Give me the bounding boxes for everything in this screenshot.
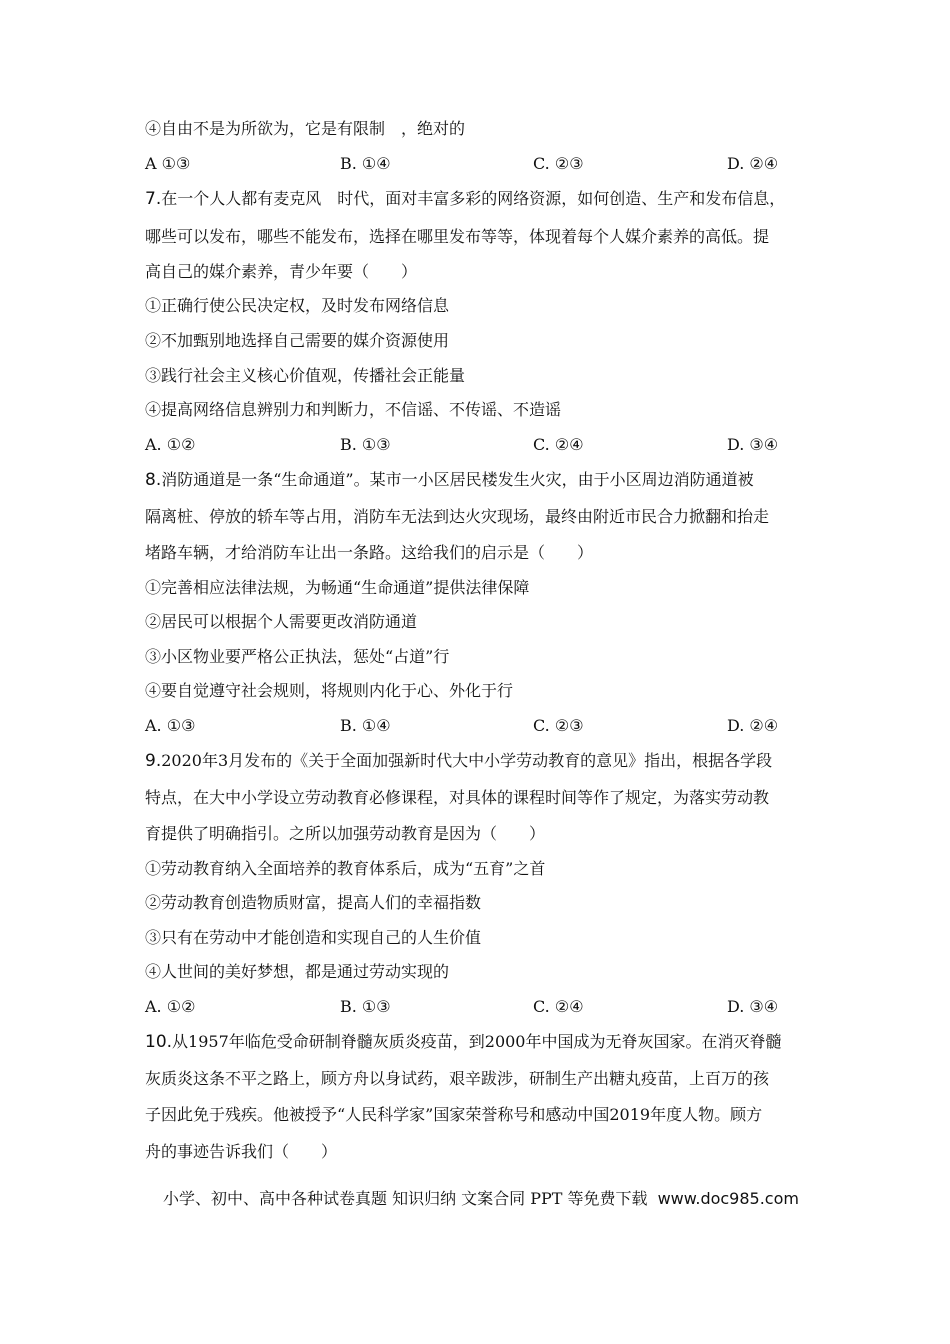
q9-item-2: ②劳动教育创造物质财富，提高人们的幸福指数 xyxy=(145,893,482,912)
q9-stem-line-3: 育提供了明确指引。之所以加强劳动教育是因为（ ） xyxy=(145,824,546,843)
footer-url-link[interactable]: www.doc985.com xyxy=(657,1189,799,1208)
q8-option-b[interactable]: B. ①④ xyxy=(340,716,391,735)
q8-stem-text-1: 消防通道是一条“生命通道”。某市一小区居民楼发生火灾，由于小区周边消防通道被 xyxy=(161,470,754,489)
q7-stem-line-3: 高自己的媒介素养，青少年要（ ） xyxy=(145,262,418,281)
q8-stem-line-3: 堵路车辆，才给消防车让出一条路。这给我们的启示是（ ） xyxy=(145,543,594,562)
q8-item-1: ①完善相应法律法规，为畅通“生命通道”提供法律保障 xyxy=(145,578,530,597)
q6-option-c[interactable]: C. ②③ xyxy=(533,154,584,173)
q10-stem-text-1: 从1957年临危受命研制脊髓灰质炎疫苗，到2000年中国成为无脊灰国家。在消灭脊髓 xyxy=(172,1032,782,1051)
q8-number: 8. xyxy=(145,470,162,490)
q6-item-4: ④自由不是为所欲为，它是有限制 ，绝对的 xyxy=(145,119,466,138)
q7-item-2: ②不加甄别地选择自己需要的媒介资源使用 xyxy=(145,331,450,350)
q7-item-3: ③践行社会主义核心价值观，传播社会正能量 xyxy=(145,366,466,385)
q8-option-c[interactable]: C. ②③ xyxy=(533,716,584,735)
q8-item-4: ④要自觉遵守社会规则，将规则内化于心、外化于行 xyxy=(145,681,514,700)
q9-option-a[interactable]: A. ①② xyxy=(145,997,196,1016)
q8-stem-line-2: 隔离桩、停放的轿车等占用，消防车无法到达火灾现场，最终由附近市民合力掀翻和抬走 xyxy=(145,507,770,526)
q7-item-1: ①正确行使公民决定权，及时发布网络信息 xyxy=(145,296,450,315)
q9-stem-line-2: 特点，在大中小学设立劳动教育必修课程，对具体的课程时间等作了规定，为落实劳动教 xyxy=(145,788,770,807)
q8-options xyxy=(145,715,825,737)
q9-item-4: ④人世间的美好梦想，都是通过劳动实现的 xyxy=(145,962,450,981)
q7-number: 7. xyxy=(145,189,162,209)
q7-options xyxy=(145,434,825,456)
page-footer xyxy=(163,1188,799,1210)
q6-option-b[interactable]: B. ①④ xyxy=(340,154,391,173)
q10-number: 10. xyxy=(145,1032,173,1052)
q10-stem-line-2: 灰质炎这条不平之路上，顾方舟以身试药，艰辛跋涉，研制生产出糖丸疫苗，上百万的孩 xyxy=(145,1069,770,1088)
q7-stem-line-2: 哪些可以发布，哪些不能发布，选择在哪里发布等等，体现着每个人媒介素养的高低。提 xyxy=(145,227,770,246)
q9-options xyxy=(145,996,825,1018)
q7-stem-text-1: 在一个人人都有麦克风 时代，面对丰富多彩的网络资源，如何创造、生产和发布信息， xyxy=(161,189,786,208)
footer-text: 小学、初中、高中各种试卷真题 知识归纳 文案合同 PPT 等免费下载 xyxy=(163,1189,648,1208)
q8-stem-line-1 xyxy=(145,469,754,491)
q7-stem-line-1 xyxy=(145,188,785,210)
q9-stem-text-1: 2020年3月发布的《关于全面加强新时代大中小学劳动教育的意见》指出，根据各学段 xyxy=(161,751,773,770)
q7-item-4: ④提高网络信息辨别力和判断力，不信谣、不传谣、不造谣 xyxy=(145,400,562,419)
q10-stem-line-4: 舟的事迹告诉我们（ ） xyxy=(145,1142,338,1161)
q7-option-d[interactable]: D. ③④ xyxy=(727,435,779,454)
q6-option-d[interactable]: D. ②④ xyxy=(727,154,779,173)
q8-option-a[interactable]: A. ①③ xyxy=(145,716,196,735)
q7-option-a[interactable]: A. ①② xyxy=(145,435,196,454)
q9-item-3: ③只有在劳动中才能创造和实现自己的人生价值 xyxy=(145,928,482,947)
q6-options xyxy=(145,153,825,175)
q9-number: 9. xyxy=(145,751,162,771)
q6-option-a[interactable]: A ①③ xyxy=(145,154,191,173)
q7-option-c[interactable]: C. ②④ xyxy=(533,435,584,454)
q10-stem-line-1 xyxy=(145,1031,782,1053)
q7-option-b[interactable]: B. ①③ xyxy=(340,435,391,454)
q9-stem-line-1 xyxy=(145,750,772,772)
q9-item-1: ①劳动教育纳入全面培养的教育体系后，成为“五育”之首 xyxy=(145,859,546,878)
q9-option-c[interactable]: C. ②④ xyxy=(533,997,584,1016)
q8-option-d[interactable]: D. ②④ xyxy=(727,716,779,735)
q8-item-3: ③小区物业要严格公正执法，惩处“占道”行 xyxy=(145,647,450,666)
q9-option-d[interactable]: D. ③④ xyxy=(727,997,779,1016)
q10-stem-line-3: 子因此免于残疾。他被授予“人民科学家”国家荣誉称号和感动中国2019年度人物。顾方 xyxy=(145,1105,763,1124)
q9-option-b[interactable]: B. ①③ xyxy=(340,997,391,1016)
q8-item-2: ②居民可以根据个人需要更改消防通道 xyxy=(145,612,418,631)
